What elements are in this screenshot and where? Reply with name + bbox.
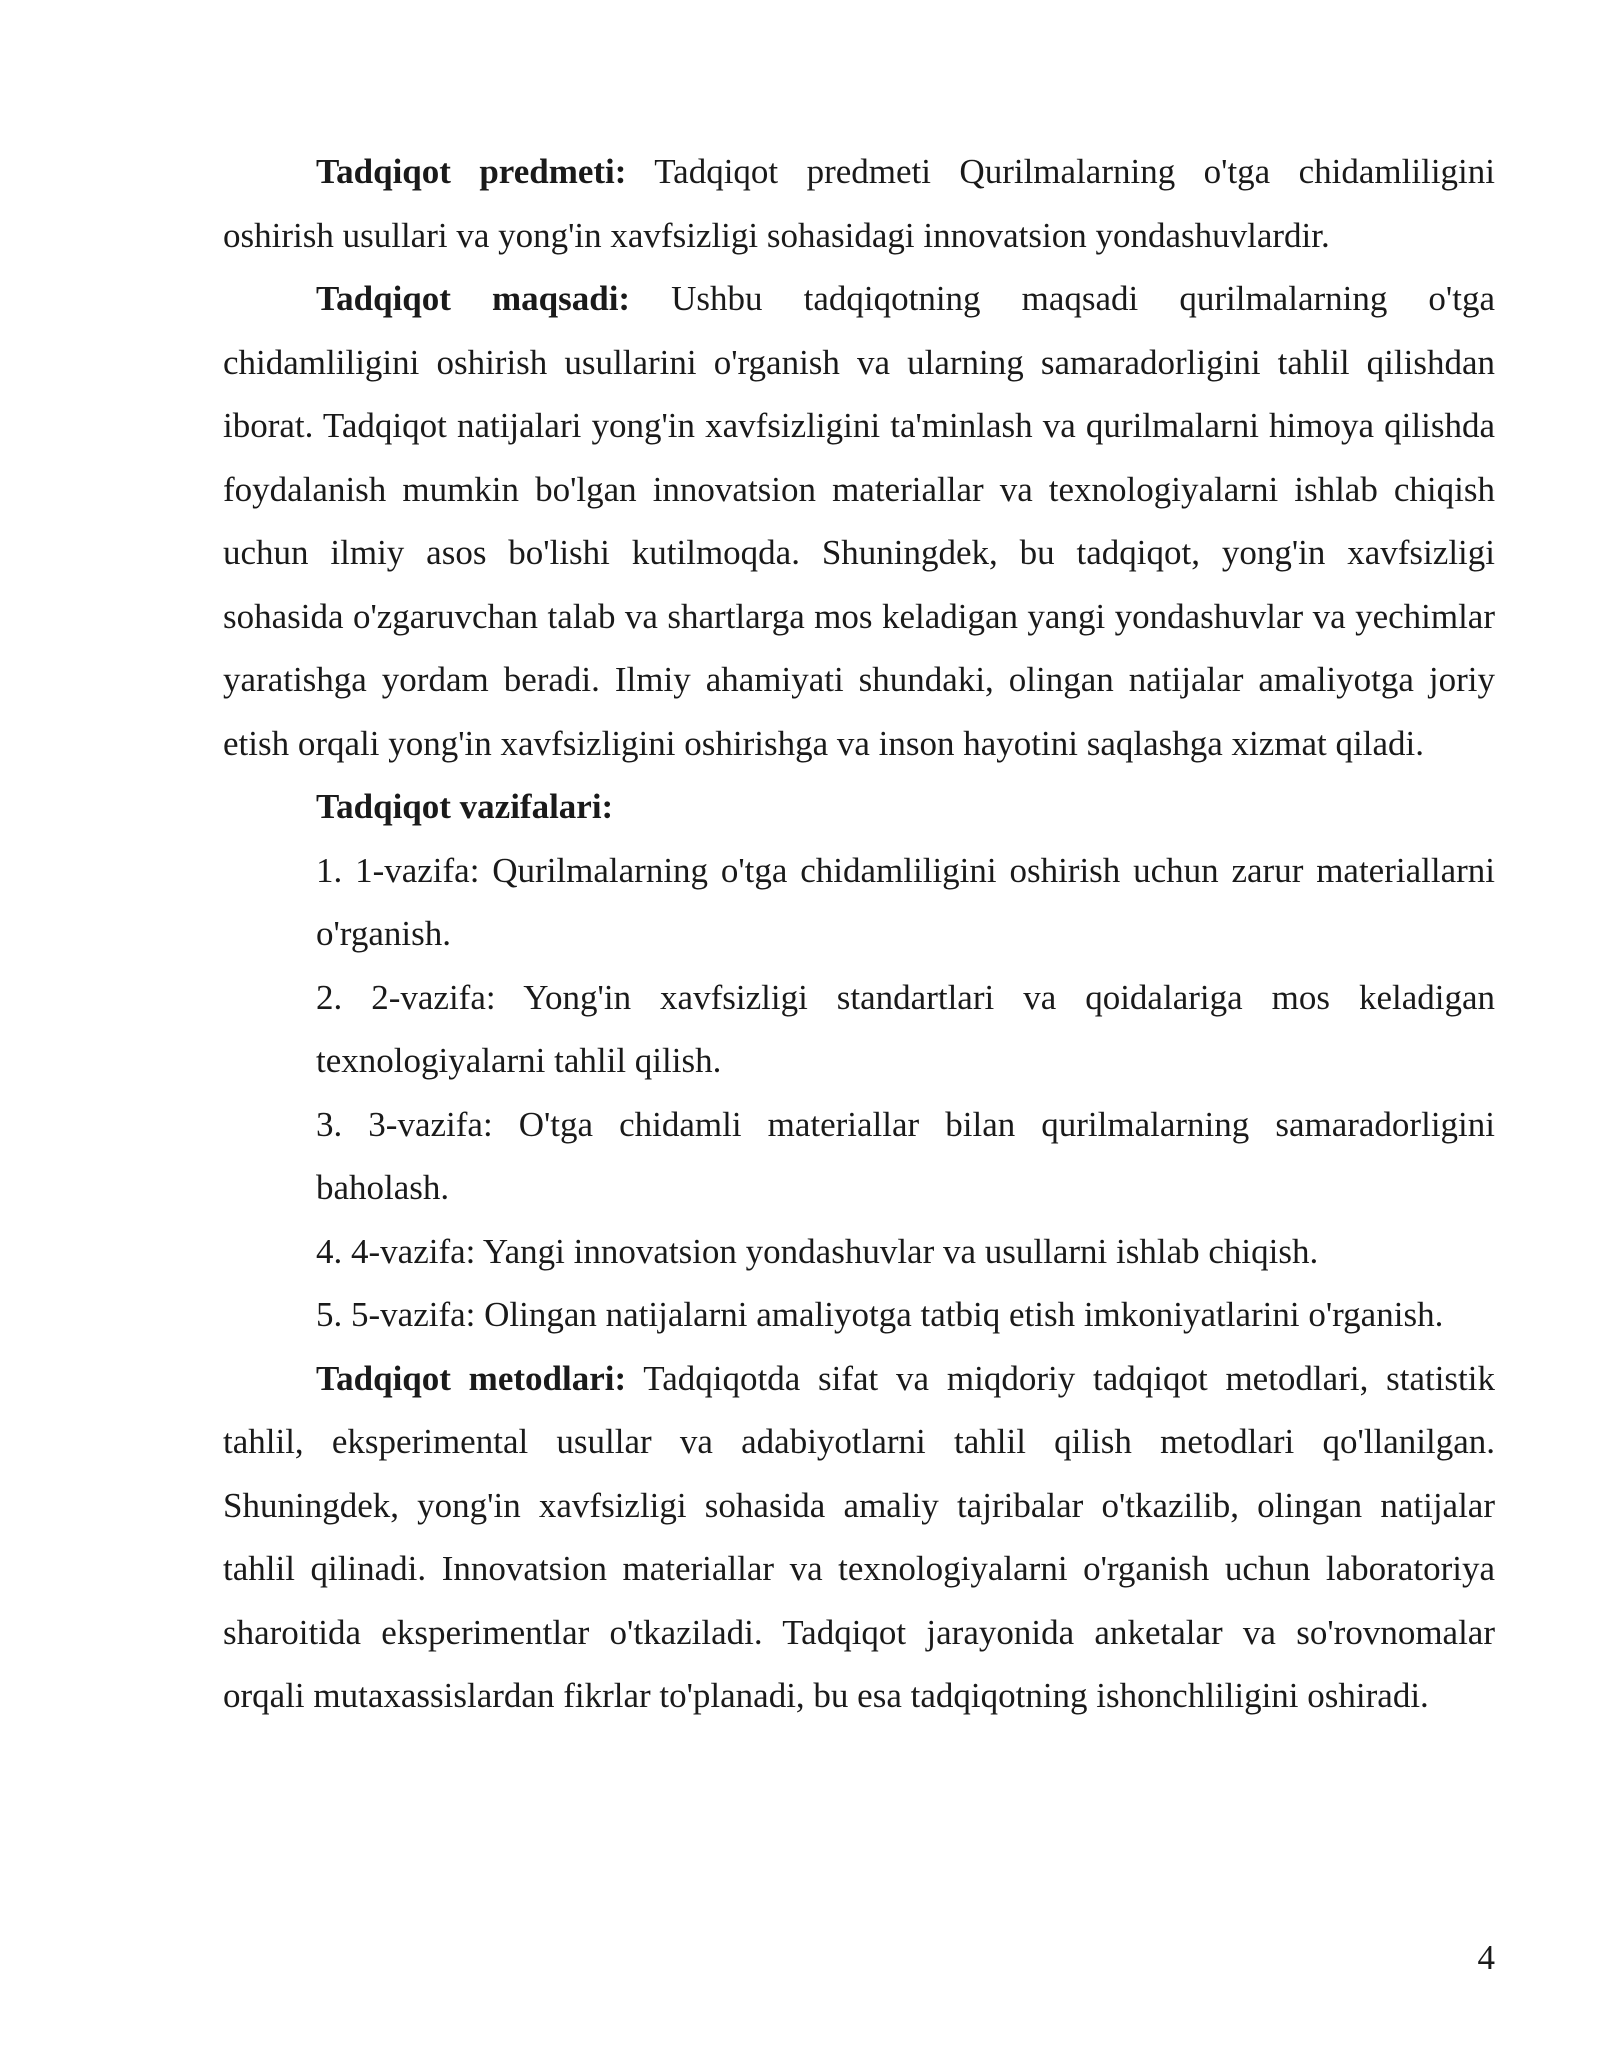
methods-text: Tadqiqotda sifat va miqdoriy tadqiqot metodlari, statistik tahlil, eksperimental usullar va adabiyotlarni tahlil qilish metodlari qo'llanilgan. Shuningdek, yong'in xavfsizligi sohasida amaliy tajribalar o'tkazilib, olingan natijalar tahlil qilinadi. Innovatsion materiallar va texnologiyalarni o'rganish uchun laboratoriya sharoitida eksperimentlar o'tkaziladi. Tadqiqot jarayonida anketalar va so'rovnomalar orqali mutaxassislardan fikrlar to'planadi, bu esa tadqiqotning ishonchliligini oshiradi. [223,1358,1495,1715]
subject-paragraph [223,140,1495,267]
page-number: 4 [1477,1938,1495,1977]
document-page [223,140,1495,1728]
goal-heading: Tadqiqot maqsadi: [316,279,631,318]
task-item-5: 5. 5-vazifa: Olingan natijalarni amaliyotga tatbiq etish imkoniyatlarini o'rganish. [316,1295,1444,1334]
methods-paragraph [223,1347,1495,1728]
subject-heading: Tadqiqot predmeti: [316,152,627,191]
task-item-3: 3. 3-vazifa: O'tga chidamli materiallar bilan qurilmalarning samaradorligini baholash. [316,1104,1495,1207]
tasks-list [223,839,1495,1347]
task-item-4: 4. 4-vazifa: Yangi innovatsion yondashuvlar va usullarni ishlab chiqish. [316,1231,1319,1271]
tasks-heading: Tadqiqot vazifalari: [316,787,614,826]
task-item-2: 2. 2-vazifa: Yong'in xavfsizligi standartlari va qoidalariga mos keladigan texnologiyalarni tahlil qilish. [316,977,1495,1080]
task-item-1: 1. 1-vazifa: Qurilmalarning o'tga chidamliligini oshirish uchun zarur materiallarni o'rganish. [316,850,1495,953]
subject-text: Tadqiqot predmeti Qurilmalarning o'tga chidamliligini oshirish usullari va yong'in xavfsizligi sohasidagi innovatsion yondashuvlardir. [223,152,1495,255]
goal-text: Ushbu tadqiqotning maqsadi qurilmalarning o'tga chidamliligini oshirish usullarini o'rganish va ularning samaradorligini tahlil qilishdan iborat. Tadqiqot natijalari yong'in xavfsizligini ta'minlash va qurilmalarni himoya qilishda foydalanish mumkin bo'lgan innovatsion materiallar va texnologiyalarni ishlab chiqish uchun ilmiy asos bo'lishi kutilmoqda. Shuningdek, bu tadqiqot, yong'in xavfsizligi sohasida o'zgaruvchan talab va shartlarga mos keladigan yangi yondashuvlar va yechimlar yaratishga yordam beradi. Ilmiy ahamiyati shundaki, olingan natijalar amaliyotga joriy etish orqali yong'in xavfsizligini oshirishga va inson hayotini saqlashga xizmat qiladi. [223,279,1495,763]
goal-paragraph [223,267,1495,775]
methods-heading: Tadqiqot metodlari: [316,1358,627,1398]
